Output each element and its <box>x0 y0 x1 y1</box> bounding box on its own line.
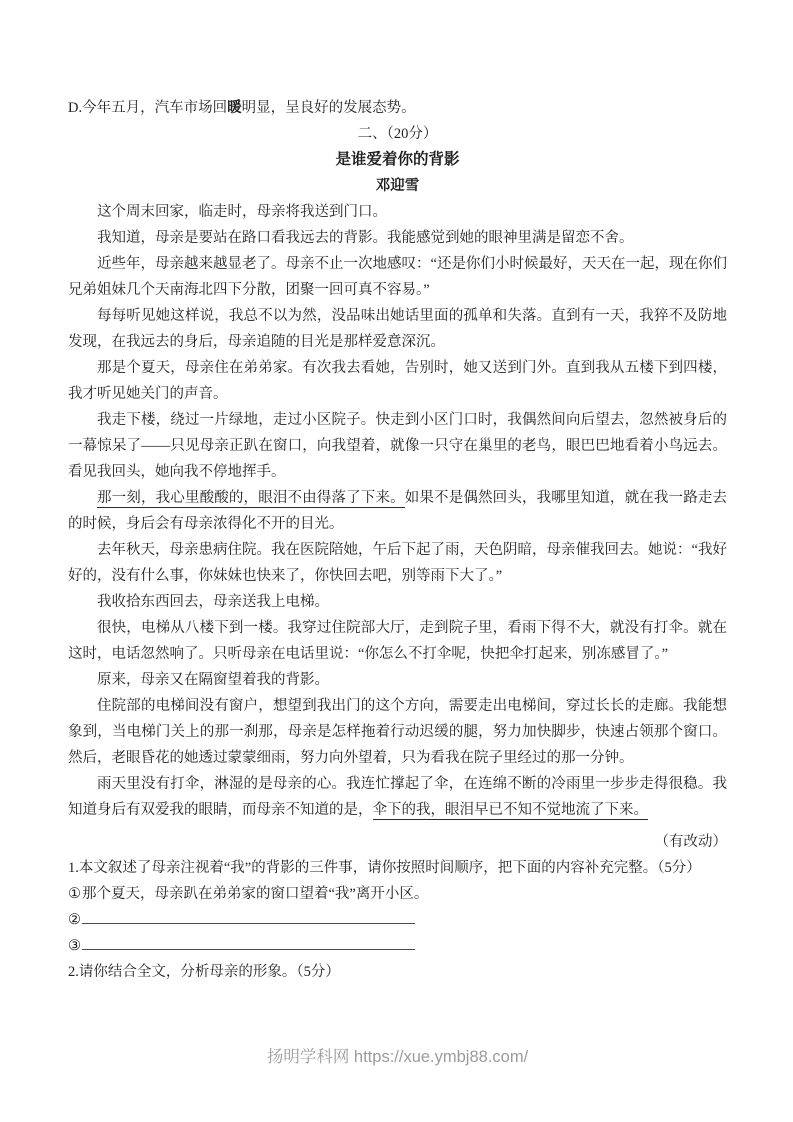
article-paragraph: 住院部的电梯间没有窗户，想望到我出门的这个方向，需要走出电梯间，穿过长长的走廊。我能想象到，当电梯门关上的那一刹那，母亲是怎样拖着行动迟缓的腿，努力加快脚步，快速占领那个窗口。然后，老眼昏花的她透过蒙蒙细雨，努力向外望着，只为看我在院子里经过的那一分钟。 <box>68 698 727 766</box>
article-paragraph: 这个周末回家，临走时，母亲将我送到门口。 <box>97 204 387 220</box>
question-1-item-3 <box>68 933 727 959</box>
section-heading: 二、（20分） <box>357 126 438 142</box>
underlined-sentence: 那一刻，我心里酸酸的，眼泪不由得落了下来。 <box>97 490 405 506</box>
article-paragraph: 每每听见她这样说，我总不以为然，没品味出她话里面的孤单和失落。直到有一天，我猝不及防地发现，在我远去的身后，母亲追随的目光是那样爱意深沉。 <box>68 308 727 350</box>
article-paragraph: 近些年，母亲越来越显老了。母亲不止一次地感叹：“还是你们小时候最好，天天在一起，现在你们兄弟姐妹几个天南海北四下分散，团聚一回可真不容易。” <box>68 256 727 298</box>
item-marker: ① <box>68 886 82 902</box>
option-d-label: D. <box>68 100 83 116</box>
option-d-line <box>68 95 727 121</box>
item-text: 那个夏天，母亲趴在弟弟家的窗口望着“我”离开小区。 <box>82 886 429 902</box>
article-paragraph <box>68 485 727 537</box>
footer-site-name: 扬明学科网 <box>266 1048 350 1066</box>
question-2: 2.请你结合全文，分析母亲的形象。（5分） <box>68 964 340 980</box>
footer-watermark <box>68 1045 727 1069</box>
article-paragraph: 我走下楼，绕过一片绿地，走过小区院子。快走到小区门口时，我偶然间向后望去，忽然被身后的一幕惊呆了——只见母亲正趴在窗口，向我望着，就像一只守在巢里的老鸟，眼巴巴地看着小鸟远去。看见我回头，她向我不停地挥手。 <box>68 412 727 480</box>
option-d-text-after: 明显，呈良好的发展态势。 <box>241 100 416 116</box>
underlined-sentence: 伞下的我，眼泪早已不知不觉地流了下来。 <box>372 802 648 818</box>
article-author: 邓迎雪 <box>375 178 420 194</box>
option-d-text-before: 今年五月，汽车市场回 <box>82 100 228 116</box>
article-paragraph: 我知道，母亲是要站在路口看我远去的背影。我能感觉到她的眼神里满是留恋不舍。 <box>97 230 634 246</box>
question-1-item-1 <box>68 881 727 907</box>
question-1-item-2 <box>68 907 727 933</box>
answer-blank <box>82 935 415 950</box>
article-title: 是谁爱着你的背影 <box>335 151 460 168</box>
article-paragraph: 去年秋天，母亲患病住院。我在医院陪她，午后下起了雨，天色阴暗，母亲催我回去。她说：“我好好的，没有什么事，你妹妹也快来了，你快回去吧，别等雨下大了。” <box>68 542 727 584</box>
option-d-bold-word: 暖 <box>227 100 242 116</box>
paragraph-text: 雨天里没有打伞，淋湿的是母亲的心。我连忙撑起了伞，在连绵不断的冷雨里一步步走得很稳。我知道身后有双爱我的眼睛，而母亲不知道的是， <box>68 776 727 818</box>
footer-site-url: https://xue.ymbj88.com/ <box>353 1048 529 1066</box>
article-paragraph: 很快，电梯从八楼下到一楼。我穿过住院部大厅，走到院子里，看雨下得不大，就没有打伞。就在这时，电话忽然响了。只听母亲在电话里说：“你怎么不打伞呢，快把伞打起来，别冻感冒了。” <box>68 620 727 662</box>
article-paragraph <box>68 771 727 823</box>
article-paragraph: 那是个夏天，母亲住在弟弟家。有次我去看她，告别时，她又送到门外。直到我从五楼下到四楼，我才听见她关门的声音。 <box>68 360 727 402</box>
item-marker: ③ <box>68 938 82 954</box>
paragraph-text: 如果不是偶然回头，我哪里知道，就在我一路走去的时候，身后会有母亲浓得化不开的目光。 <box>68 490 727 532</box>
answer-blank <box>82 909 415 924</box>
article-paragraph: 原来，母亲又在隔窗望着我的背影。 <box>97 672 329 688</box>
item-marker: ② <box>68 912 82 928</box>
attribution-note: （有改动） <box>654 834 727 850</box>
article-paragraph: 我收拾东西回去，母亲送我上电梯。 <box>97 594 329 610</box>
question-1: 1.本文叙述了母亲注视着“我”的背影的三件事，请你按照时间顺序，把下面的内容补充完整。（5分） <box>68 860 701 876</box>
